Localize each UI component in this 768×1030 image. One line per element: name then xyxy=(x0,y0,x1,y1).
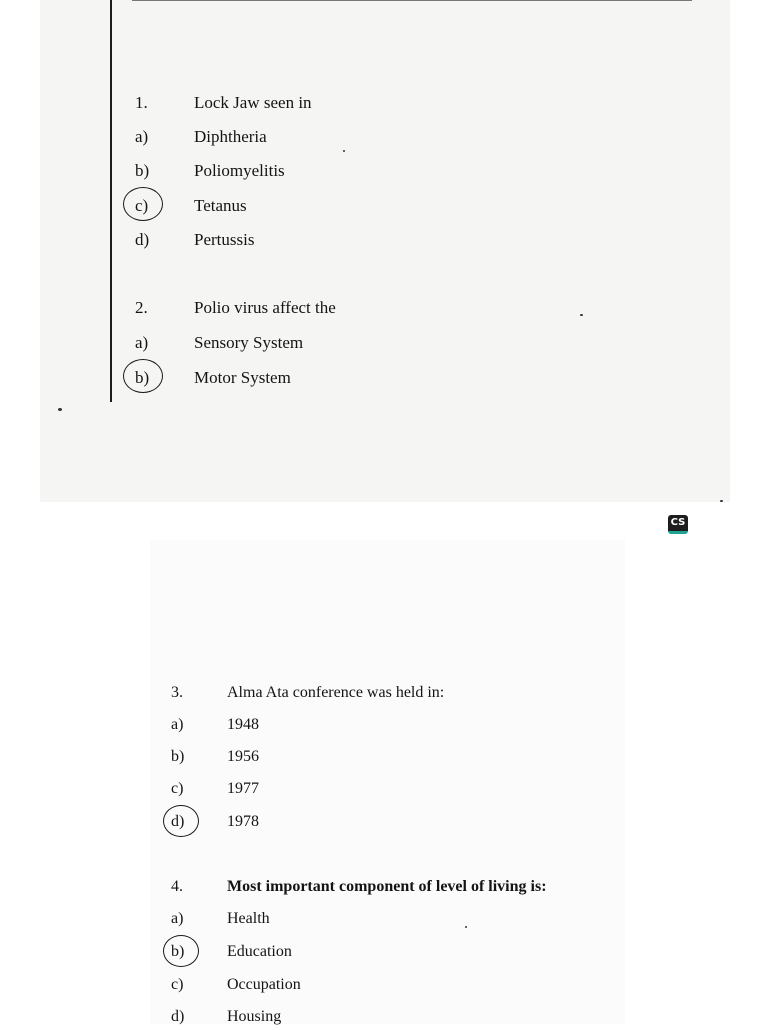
option-label: c) xyxy=(135,196,149,215)
scan-speck xyxy=(580,314,583,316)
option-text: Education xyxy=(227,943,292,960)
option-text: Poliomyelitis xyxy=(194,161,285,180)
option-text: Diphtheria xyxy=(194,127,267,146)
scanned-page-bottom xyxy=(150,540,625,1024)
page-top-rule xyxy=(132,0,692,1)
question-text: Most important component of level of living is: xyxy=(227,878,547,895)
option-label: d) xyxy=(171,813,185,830)
option-label: d) xyxy=(135,230,150,249)
option-label: b) xyxy=(171,943,185,960)
option-label: a) xyxy=(135,127,149,146)
option-text: 1956 xyxy=(227,748,259,765)
question-number: 1. xyxy=(135,93,148,112)
question-text: Polio virus affect the xyxy=(194,298,336,317)
question-number: 3. xyxy=(171,684,183,701)
margin-line xyxy=(110,0,112,402)
camscanner-logo-icon: CS xyxy=(668,515,688,534)
option-text: Motor System xyxy=(194,368,291,387)
option-label: b) xyxy=(135,368,150,387)
option-label: b) xyxy=(135,161,150,180)
scan-speck xyxy=(343,150,345,152)
option-text: 1948 xyxy=(227,716,259,733)
question-number: 4. xyxy=(171,878,183,895)
question-number: 2. xyxy=(135,298,148,317)
option-label: a) xyxy=(135,333,149,352)
option-text: 1977 xyxy=(227,780,259,797)
option-label: c) xyxy=(171,976,184,993)
question-text: Lock Jaw seen in xyxy=(194,93,312,112)
option-label: c) xyxy=(171,780,184,797)
option-label: b) xyxy=(171,748,185,765)
option-text: Pertussis xyxy=(194,230,255,249)
scan-speck xyxy=(720,500,723,502)
option-text: Housing xyxy=(227,1008,282,1025)
option-label: a) xyxy=(171,716,184,733)
scan-speck xyxy=(58,408,62,411)
option-text: Occupation xyxy=(227,976,301,993)
option-text: Sensory System xyxy=(194,333,304,352)
scanned-page-top xyxy=(40,0,730,502)
option-text: Health xyxy=(227,910,270,927)
question-text: Alma Ata conference was held in: xyxy=(227,684,445,701)
scan-speck xyxy=(465,926,467,928)
option-text: 1978 xyxy=(227,813,259,830)
option-label: a) xyxy=(171,910,184,927)
option-label: d) xyxy=(171,1008,185,1025)
option-text: Tetanus xyxy=(194,196,247,215)
